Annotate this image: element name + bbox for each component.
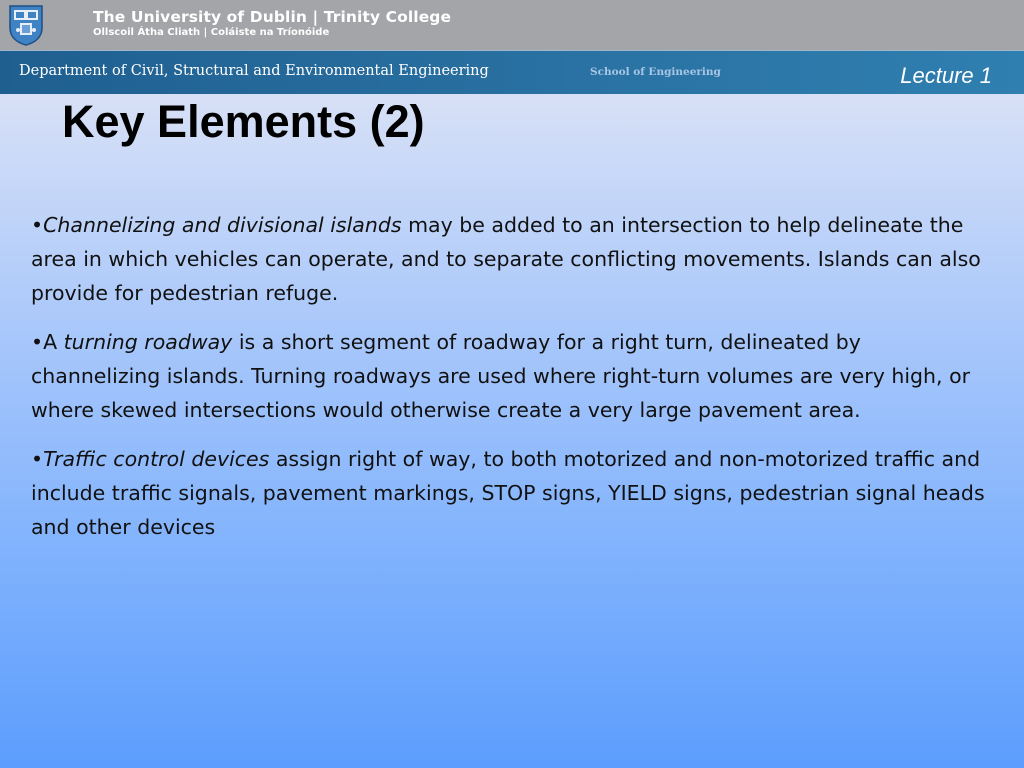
slide-title: Key Elements (2) bbox=[62, 96, 425, 147]
department-name: Department of Civil, Structural and Environmental Engineering bbox=[19, 63, 489, 79]
bullet-marker: • bbox=[31, 330, 44, 354]
bullet-item bbox=[31, 442, 986, 544]
lecture-label: Lecture 1 bbox=[900, 63, 992, 88]
bullet-marker: • bbox=[31, 447, 44, 471]
bullet-text: assign right of way, to both motorized and non-motorized traffic and include traffic signals, pavement markings, STOP signs, YIELD signs, pedestrian signal heads and other devices bbox=[31, 447, 985, 539]
school-name: School of Engineering bbox=[590, 66, 721, 78]
university-irish-name: Ollscoil Átha Cliath | Coláiste na Tríonóide bbox=[93, 27, 330, 38]
university-header-band bbox=[0, 0, 1024, 50]
bullet-text: is a short segment of roadway for a right turn, delineated by channelizing islands. Turning roadways are used where right-turn volumes are very high, or where skewed intersections would otherwise create a very large pavement area. bbox=[31, 330, 971, 422]
slide-content bbox=[31, 208, 986, 559]
bullet-term: turning roadway bbox=[63, 330, 233, 354]
bullet-term: Channelizing and divisional islands bbox=[43, 213, 402, 237]
bullet-text: may be added to an intersection to help delineate the area in which vehicles can operate, and to separate conflicting movements. Islands can also provide for pedestrian refuge. bbox=[31, 213, 981, 305]
bullet-lead-text: A bbox=[43, 330, 64, 354]
bullet-item bbox=[31, 325, 986, 427]
bullet-item bbox=[31, 208, 986, 310]
department-band bbox=[0, 50, 1024, 94]
bullet-marker: • bbox=[31, 213, 44, 237]
university-name: The University of Dublin | Trinity College bbox=[93, 8, 452, 26]
trinity-crest-icon bbox=[8, 4, 44, 46]
bullet-term: Traffic control devices bbox=[43, 447, 270, 471]
